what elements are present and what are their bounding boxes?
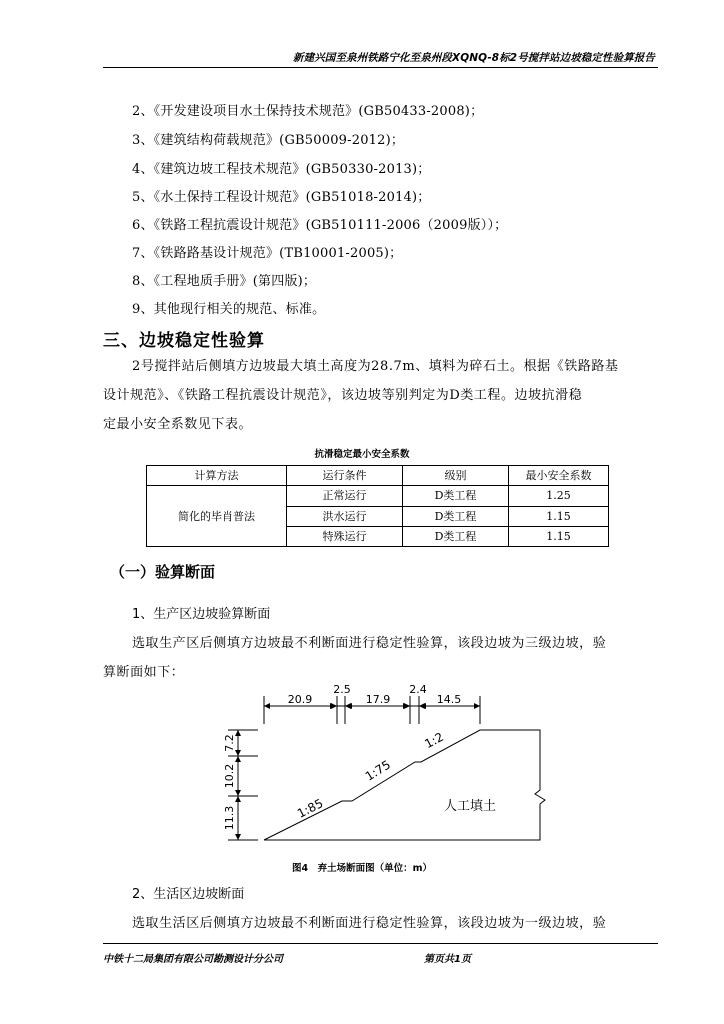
paragraph-line: 设计规范》、《铁路工程抗震设计规范》，该边坡等别判定为D类工程。边坡抗滑稳	[103, 388, 583, 403]
dim-label: 2.4	[409, 683, 427, 696]
header-rule	[103, 67, 658, 68]
footer-rule	[103, 943, 658, 944]
reference-item: 2、《开发建设项目水土保持技术规范》(GB50433-2008)；	[132, 104, 484, 119]
item-heading: 2、生活区边坡断面	[132, 887, 245, 902]
table-header-cell: 最小安全系数	[509, 466, 609, 486]
dim-label: 14.5	[436, 693, 462, 706]
dim-label: 20.9	[287, 693, 313, 706]
table-header-cell: 计算方法	[147, 466, 287, 486]
paragraph-line: 选取生产区后侧填方边坡最不利断面进行稳定性验算，该段边坡为三级边坡，验	[132, 636, 607, 651]
footer-company: 中铁十二局集团有限公司勘测设计分公司	[103, 954, 283, 965]
safety-factor-table	[146, 465, 609, 547]
section-heading: 三、边坡稳定性验算	[103, 331, 265, 351]
table-cell: D类工程	[403, 526, 509, 546]
dim-label: 17.9	[365, 693, 391, 706]
reference-item: 8、《工程地质手册》(第四版)；	[132, 274, 317, 289]
reference-item: 3、《建筑结构荷载规范》(GB50009-2012)；	[132, 133, 405, 148]
reference-item: 4、《建筑边坡工程技术规范》(GB50330-2013)；	[132, 162, 431, 177]
table-cell: D类工程	[403, 506, 509, 526]
table-header-cell: 运行条件	[287, 466, 403, 486]
slope-ratio-label: 1:75	[362, 757, 394, 784]
table-header-row	[147, 466, 609, 486]
dim-label: 7.2	[223, 734, 236, 752]
slope-ratio-label: 1:85	[294, 796, 326, 821]
paragraph-line: 选取生活区后侧填方边坡最不利断面进行稳定性验算，该段边坡为一级边坡，验	[132, 916, 607, 931]
reference-item: 6、《铁路工程抗震设计规范》(GB510111-2006（2009版））；	[132, 218, 508, 233]
reference-item: 9、其他现行相关的规范、标准。	[132, 302, 326, 317]
fill-material-label: 人工填土	[443, 799, 497, 814]
dim-label: 2.5	[333, 683, 351, 696]
paragraph-line: 2号搅拌站后侧填方边坡最大填土高度为28.7m、填料为碎石土。根据《铁路路基	[132, 359, 619, 374]
table-cell: 特殊运行	[287, 526, 403, 546]
table-cell: 正常运行	[287, 486, 403, 506]
dim-label: 11.3	[223, 805, 236, 831]
table-header-cell: 级别	[403, 466, 509, 486]
slope-ratio-label: 1:2	[422, 729, 446, 752]
table-row	[147, 486, 609, 506]
dim-label: 10.2	[223, 763, 236, 789]
document-header: 新建兴国至泉州铁路宁化至泉州段XQNQ-8标2号搅拌站边坡稳定性验算报告	[293, 52, 655, 64]
reference-item: 7、《铁路路基设计规范》(TB10001-2005)；	[132, 246, 403, 261]
subsection-heading: （一）验算断面	[110, 563, 216, 581]
footer-page-number: 第页共1页	[424, 954, 471, 965]
table-caption: 抗滑稳定最小安全系数	[314, 449, 410, 460]
table-cell: 1.15	[509, 506, 609, 526]
reference-item: 5、《水土保持工程设计规范》(GB51018-2014)；	[132, 190, 431, 205]
paragraph-line: 算断面如下：	[103, 665, 185, 680]
table-cell-method: 简化的毕肖普法	[147, 486, 287, 547]
table-cell: 洪水运行	[287, 506, 403, 526]
slope-section-figure	[200, 682, 560, 852]
figure-caption: 图4 弃土场断面图（单位：m）	[291, 863, 432, 874]
paragraph-line: 定最小安全系数见下表。	[103, 417, 253, 432]
item-heading: 1、生产区边坡验算断面	[132, 607, 271, 622]
table-cell: 1.15	[509, 526, 609, 546]
table-cell: D类工程	[403, 486, 509, 506]
table-cell: 1.25	[509, 486, 609, 506]
